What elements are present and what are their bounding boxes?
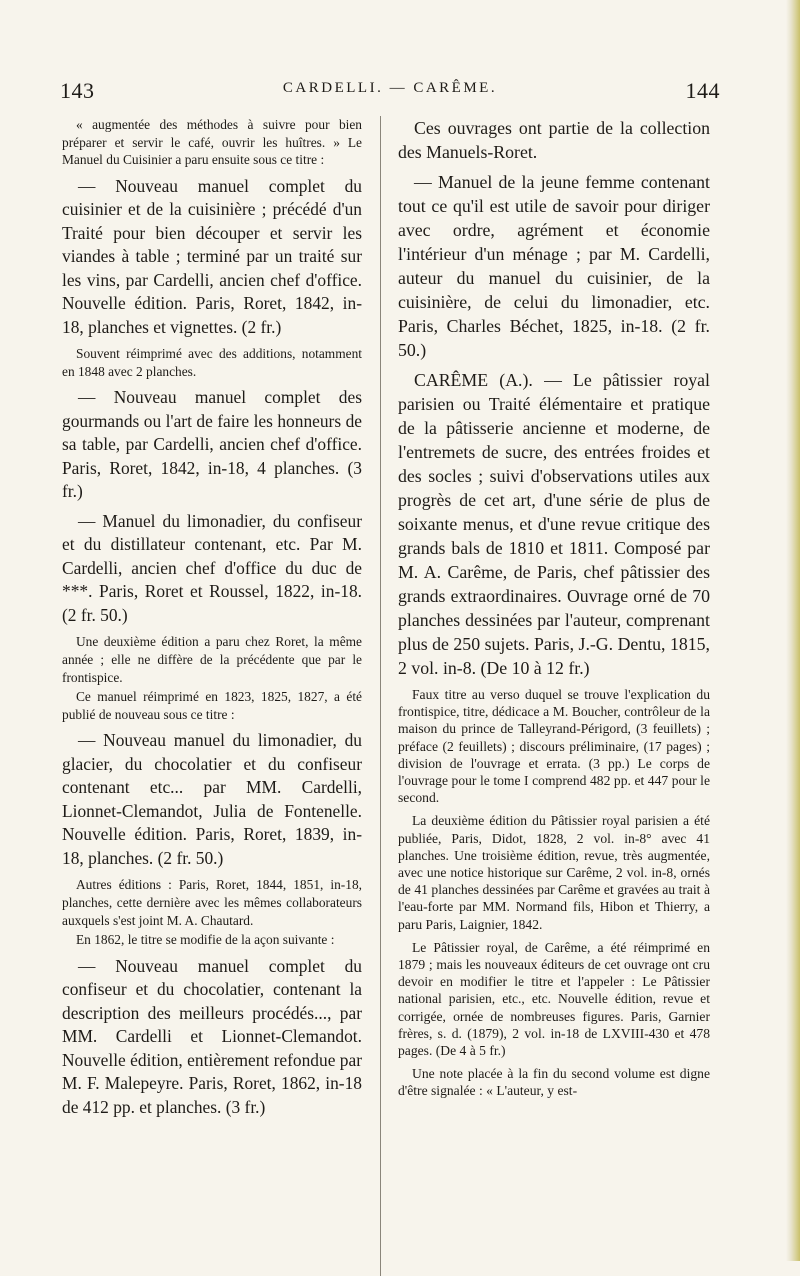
paragraph: Ce manuel réimprimé en 1823, 1825, 1827, a été publié de nouveau sous ce titre : xyxy=(62,689,362,722)
entry-careme: CARÊME (A.). — Le pâtissier royal parisien ou Traité élémentaire et pratique de la pâtisserie ancienne et moderne, de l'entremets de sucre, des entrées froides et des socles ; suivi d'observations utiles aux progrès de cet art, d'une série de plus de soixante menus, et d'une revue critique des grands bals de 1810 et 1811. Composé par M. A. Carême, de Paris, chef pâtissier des grands extraordinaires. Ouvrage orné de 70 planches dessinées par l'auteur, comprenant plus de 250 sujets. Paris, J.-G. Dentu, 1815, 2 vol. in-8. (De 10 à 12 fr.) xyxy=(398,370,710,678)
paragraph: Faux titre au verso duquel se trouve l'explication du frontispice, titre, dédicace a M. Boucher, contrôleur de la maison du prince de Talleyrand-Périgord, (3 feuillets) ; préface (2 feuillets) ; discours préliminaire, (17 pages) ; division de l'ouvrage et errata. (3 pp.) Le corps de l'ouvrage pour le tome I comprend 482 pp. et 447 pour le second. xyxy=(398,687,710,806)
page-edge xyxy=(786,0,800,1261)
right-column xyxy=(398,116,710,1106)
page-number-left: 143 xyxy=(60,78,95,103)
paragraph: — Nouveau manuel complet du cuisinier et de la cuisinière ; précédé d'un Traité pour bien découper et servir les viandes à table ; terminé par un traité sur les vins, par Cardelli, ancien chef d'office. Nouvelle édition. Paris, Roret, 1842, in-18, planches et vignettes. (2 fr.) xyxy=(62,175,362,337)
page-header xyxy=(60,78,720,118)
page-number-right: 144 xyxy=(685,78,720,103)
paragraph: — Nouveau manuel complet du confiseur et du chocolatier, contenant la description des meilleurs procédés..., par MM. Cardelli et Lionnet-Clemandot. Nouvelle édition, entièrement refondue par M. F. Malepeyre. Paris, Roret, 1862, in-18 de 412 pp. et planches. (3 fr.) xyxy=(62,955,362,1117)
paragraph: Le Pâtissier royal, de Carême, a été réimprimé en 1879 ; mais les nouveaux éditeurs de cet ouvrage ont cru devoir en modifier le titre et l'appeler : Le Pâtissier national parisien, etc., etc. Nouvelle édition, revue et corrigée, ornée de nombreuses figures. Paris, Garnier frères, s. d. (1879), 2 vol. in-18 de LXVIII-430 et 478 pages. (De 4 à 5 fr.) xyxy=(398,939,710,1059)
paragraph: — Manuel de la jeune femme contenant tout ce qu'il est utile de savoir pour diriger avec ordre, agrément et économie l'intérieur d'un ménage ; par M. Cardelli, auteur du manuel du cuisinier, de la cuisinière, de celui du limonadier, etc. Paris, Charles Béchet, 1825, in-18. (2 fr. 50.) xyxy=(398,172,710,360)
paragraph: « augmentée des méthodes à suivre pour bien préparer et servir le café, ouvrir les huîtres. » Le Manuel du Cuisinier a paru ensuite sous ce titre : xyxy=(62,117,362,168)
paragraph: La deuxième édition du Pâtissier royal parisien a été publiée, Paris, Didot, 1828, 2 vol. in-8° avec 41 planches. Une troisième édition, revue, très augmentée, avec une notice historique sur Carême, 2 vol. in-8, ornés de 41 planches dessinées par Carême et gravées au trait à l'eau-forte par MM. Normand fils, Hibon et Thierry, a paru Paris, Laignier, 1842. xyxy=(398,813,710,932)
paragraph: Une note placée à la fin du second volume est digne d'être signalée : « L'auteur, y est- xyxy=(398,1066,710,1099)
left-column xyxy=(62,116,362,1125)
paragraph: Autres éditions : Paris, Roret, 1844, 1851, in-18, planches, cette dernière avec les mêmes collaborateurs auxquels s'est joint M. A. Chautard. xyxy=(62,877,362,928)
paragraph: — Manuel du limonadier, du confiseur et du distillateur contenant, etc. Par M. Cardelli, ancien chef d'office du duc de ***. Paris, Roret et Roussel, 1822, in-18. (2 fr. 50.) xyxy=(62,510,362,625)
paragraph: En 1862, le titre se modifie de la açon suivante : xyxy=(76,932,335,948)
paragraph: Ces ouvrages ont partie de la collection des Manuels-Roret. xyxy=(398,118,710,162)
paragraph: Une deuxième édition a paru chez Roret, la même année ; elle ne diffère de la précédente que par le frontispice. xyxy=(62,634,362,685)
paragraph: — Nouveau manuel du limonadier, du glacier, du chocolatier et du confiseur contenant etc... par MM. Cardelli, Lionnet-Clemandot, Julia de Fontenelle. Nouvelle édition. Paris, Roret, 1839, in-18, planches. (2 fr. 50.) xyxy=(62,730,362,868)
column-divider xyxy=(380,116,381,1276)
paragraph: Souvent réimprimé avec des additions, notamment en 1848 avec 2 planches. xyxy=(62,346,362,379)
paragraph: — Nouveau manuel complet des gourmands ou l'art de faire les honneurs de sa table, par Cardelli, ancien chef d'office. Paris, Roret, 1842, in-18, 4 planches. (3 fr.) xyxy=(62,387,362,502)
running-title: CARDELLI. — CARÊME. xyxy=(282,80,498,96)
